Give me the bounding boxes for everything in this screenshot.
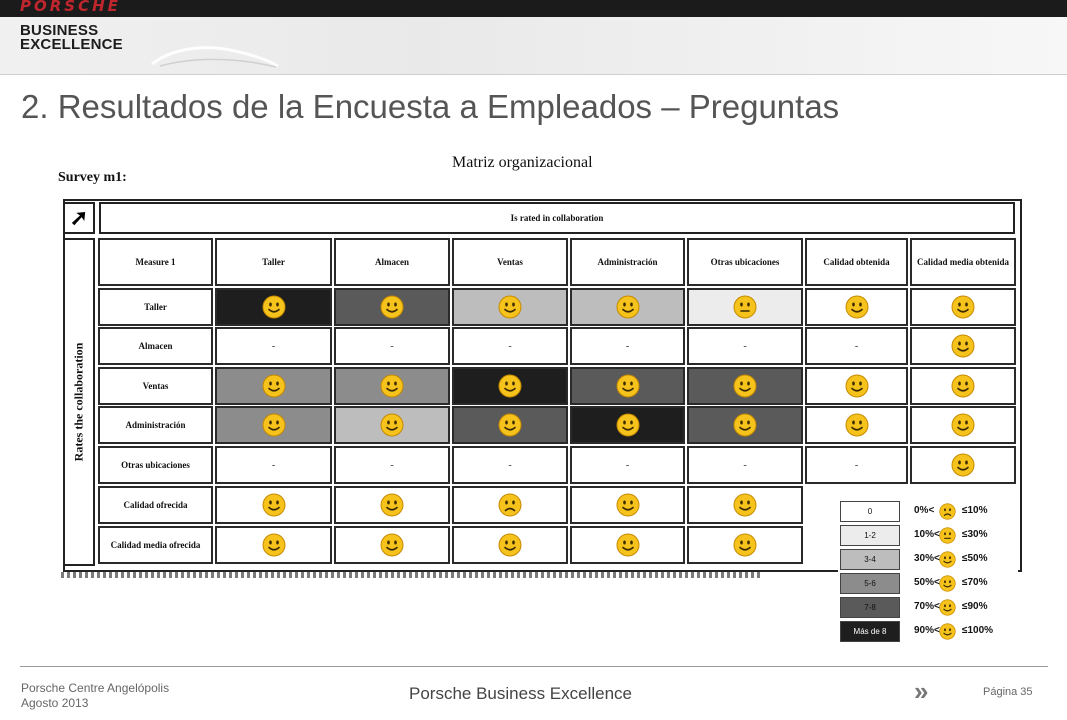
matrix-cell: [334, 486, 450, 524]
matrix-cell: [910, 288, 1016, 326]
matrix-cell: [334, 446, 450, 484]
empty-value: -: [625, 340, 630, 352]
matrix-cell: [570, 446, 685, 484]
column-header: Taller: [215, 238, 332, 286]
column-header: Almacen: [334, 238, 450, 286]
legend-range-low: 0%<: [914, 505, 935, 516]
happy-face-icon: [616, 295, 640, 319]
legend-swatch: 5-6: [840, 573, 900, 594]
legend-range-low: 50%<: [914, 577, 940, 588]
happy-face-icon: [939, 551, 956, 568]
rates-side-label: Rates the collaboration: [71, 342, 86, 462]
matrix-cell: [452, 446, 568, 484]
happy-face-icon: [951, 413, 975, 437]
happy-face-icon: [262, 533, 286, 557]
row-label: Administración: [98, 406, 213, 444]
column-header: Ventas: [452, 238, 568, 286]
legend-face: [939, 551, 956, 573]
matrix-cell: [334, 406, 450, 444]
matrix-cell: [687, 486, 803, 524]
happy-face-icon: [951, 334, 975, 358]
legend-range-high: ≤50%: [962, 553, 988, 564]
matrix-cell: [215, 526, 332, 564]
matrix-cell: [687, 526, 803, 564]
happy-face-icon: [939, 623, 956, 640]
happy-face-icon: [845, 413, 869, 437]
column-header: Measure 1: [98, 238, 213, 286]
happy-face-icon: [262, 493, 286, 517]
matrix-cell: [805, 327, 908, 365]
empty-value: -: [854, 459, 859, 471]
logo-line-1: BUSINESS: [20, 22, 99, 39]
empty-value: -: [508, 340, 512, 352]
matrix-cell: [452, 406, 568, 444]
happy-face-icon: [616, 493, 640, 517]
logo-line-2: EXCELLENCE: [20, 36, 123, 53]
top-bar: [0, 0, 1067, 17]
matrix-cell: [570, 288, 685, 326]
matrix-cell: [687, 367, 803, 405]
row-label: Almacen: [98, 327, 213, 365]
matrix-cell: [910, 446, 1016, 484]
happy-face-icon: [939, 599, 956, 616]
sad-face-icon: [498, 493, 522, 517]
matrix-cell: [570, 367, 685, 405]
matrix-cell: [452, 367, 568, 405]
matrix-cell: [452, 486, 568, 524]
footnote-fragment: [61, 572, 761, 578]
happy-face-icon: [498, 374, 522, 398]
matrix-cell: [570, 327, 685, 365]
matrix-cell: [452, 526, 568, 564]
matrix-cell: [570, 526, 685, 564]
matrix-cell: [805, 406, 908, 444]
page-number: Página 35: [983, 686, 1033, 698]
empty-value: -: [390, 459, 394, 471]
legend-face: [939, 503, 956, 525]
double-chevron-icon: »: [914, 676, 929, 706]
empty-value: -: [743, 459, 747, 471]
column-header: Calidad obtenida: [805, 238, 908, 286]
empty-value: -: [625, 459, 630, 471]
happy-face-icon: [498, 295, 522, 319]
empty-value: -: [271, 340, 276, 352]
happy-face-icon: [939, 575, 956, 592]
neutral-face-icon: [733, 295, 757, 319]
happy-face-icon: [616, 413, 640, 437]
legend-swatch: 0: [840, 501, 900, 522]
legend-swatch: Más de 8: [840, 621, 900, 642]
legend-row: [838, 525, 1018, 546]
empty-value: -: [271, 459, 276, 471]
happy-face-icon: [380, 374, 404, 398]
legend-face: [939, 599, 956, 621]
legend-row: [838, 501, 1018, 522]
corner-arrow-icon: ➚: [63, 202, 95, 234]
column-header: Otras ubicaciones: [687, 238, 803, 286]
happy-face-icon: [951, 295, 975, 319]
matrix-cell: [805, 446, 908, 484]
row-label: Ventas: [98, 367, 213, 405]
legend-range-high: ≤10%: [962, 505, 988, 516]
footer-divider: [20, 666, 1048, 667]
matrix-cell: [570, 406, 685, 444]
empty-value: -: [390, 340, 394, 352]
matrix-cell: [805, 367, 908, 405]
legend-range-high: ≤90%: [962, 601, 988, 612]
matrix-cell: [452, 327, 568, 365]
happy-face-icon: [951, 374, 975, 398]
empty-value: -: [743, 340, 747, 352]
empty-value: -: [508, 459, 512, 471]
happy-face-icon: [262, 413, 286, 437]
happy-face-icon: [498, 413, 522, 437]
matrix-title: Matriz organizacional: [452, 154, 593, 171]
matrix-cell: [687, 288, 803, 326]
matrix-cell: [910, 406, 1016, 444]
row-label: Otras ubicaciones: [98, 446, 213, 484]
legend-range-high: ≤70%: [962, 577, 988, 588]
happy-face-icon: [380, 533, 404, 557]
sad-face-icon: [939, 503, 956, 520]
matrix-cell: [805, 288, 908, 326]
legend-range-low: 10%<: [914, 529, 940, 540]
survey-label: Survey m1:: [58, 170, 127, 185]
matrix-cell: [215, 446, 332, 484]
legend-face: [939, 575, 956, 597]
happy-face-icon: [616, 374, 640, 398]
happy-face-icon: [262, 295, 286, 319]
happy-face-icon: [498, 533, 522, 557]
page-title: 2. Resultados de la Encuesta a Empleados – Preguntas: [21, 88, 840, 125]
matrix-cell: [334, 367, 450, 405]
legend-face: [939, 623, 956, 645]
car-silhouette-icon: [150, 40, 280, 68]
legend-swatch: 3-4: [840, 549, 900, 570]
legend-face: [939, 527, 956, 549]
matrix-cell: [910, 327, 1016, 365]
matrix-cell: [215, 406, 332, 444]
matrix-cell: [570, 486, 685, 524]
row-label: Calidad media ofrecida: [98, 526, 213, 564]
legend-swatch: 7-8: [840, 597, 900, 618]
happy-face-icon: [845, 374, 869, 398]
happy-face-icon: [380, 493, 404, 517]
neutral-face-icon: [939, 527, 956, 544]
rates-side-header: [63, 238, 95, 566]
happy-face-icon: [733, 374, 757, 398]
row-label: Taller: [98, 288, 213, 326]
matrix-cell: [215, 486, 332, 524]
happy-face-icon: [845, 295, 869, 319]
legend-row: [838, 597, 1018, 618]
legend-range-low: 30%<: [914, 553, 940, 564]
matrix-cell: [452, 288, 568, 326]
legend-range-high: ≤100%: [962, 625, 994, 636]
matrix-cell: [215, 327, 332, 365]
matrix-cell: [910, 367, 1016, 405]
empty-value: -: [854, 340, 859, 352]
matrix-cell: [687, 406, 803, 444]
legend-range-high: ≤30%: [962, 529, 988, 540]
row-label: Calidad ofrecida: [98, 486, 213, 524]
happy-face-icon: [733, 533, 757, 557]
matrix-cell: [334, 327, 450, 365]
footer-date: Agosto 2013: [21, 696, 89, 710]
happy-face-icon: [616, 533, 640, 557]
matrix-cell: [215, 367, 332, 405]
matrix-cell: [334, 288, 450, 326]
happy-face-icon: [262, 374, 286, 398]
matrix-cell: [687, 446, 803, 484]
rated-header: Is rated in collaboration: [99, 202, 1015, 234]
legend-range-low: 70%<: [914, 601, 940, 612]
legend-row: [838, 549, 1018, 570]
legend-swatch: 1-2: [840, 525, 900, 546]
footer-location: Porsche Centre Angelópolis: [21, 681, 170, 695]
happy-face-icon: [733, 413, 757, 437]
matrix-cell: [215, 288, 332, 326]
happy-face-icon: [733, 493, 757, 517]
legend-range-low: 90%<: [914, 625, 940, 636]
column-header: Administración: [570, 238, 685, 286]
porsche-brand: PORSCHE: [20, 0, 121, 15]
footer-title: Porsche Business Excellence: [409, 684, 633, 703]
legend-row: [838, 621, 1018, 642]
happy-face-icon: [380, 295, 404, 319]
footer-left: [21, 681, 169, 711]
matrix-cell: [334, 526, 450, 564]
happy-face-icon: [951, 453, 975, 477]
legend-row: [838, 573, 1018, 594]
legend: [838, 501, 1018, 651]
matrix-cell: [687, 327, 803, 365]
happy-face-icon: [380, 413, 404, 437]
column-header: Calidad media obtenida: [910, 238, 1016, 286]
business-excellence-logo: [20, 24, 123, 52]
